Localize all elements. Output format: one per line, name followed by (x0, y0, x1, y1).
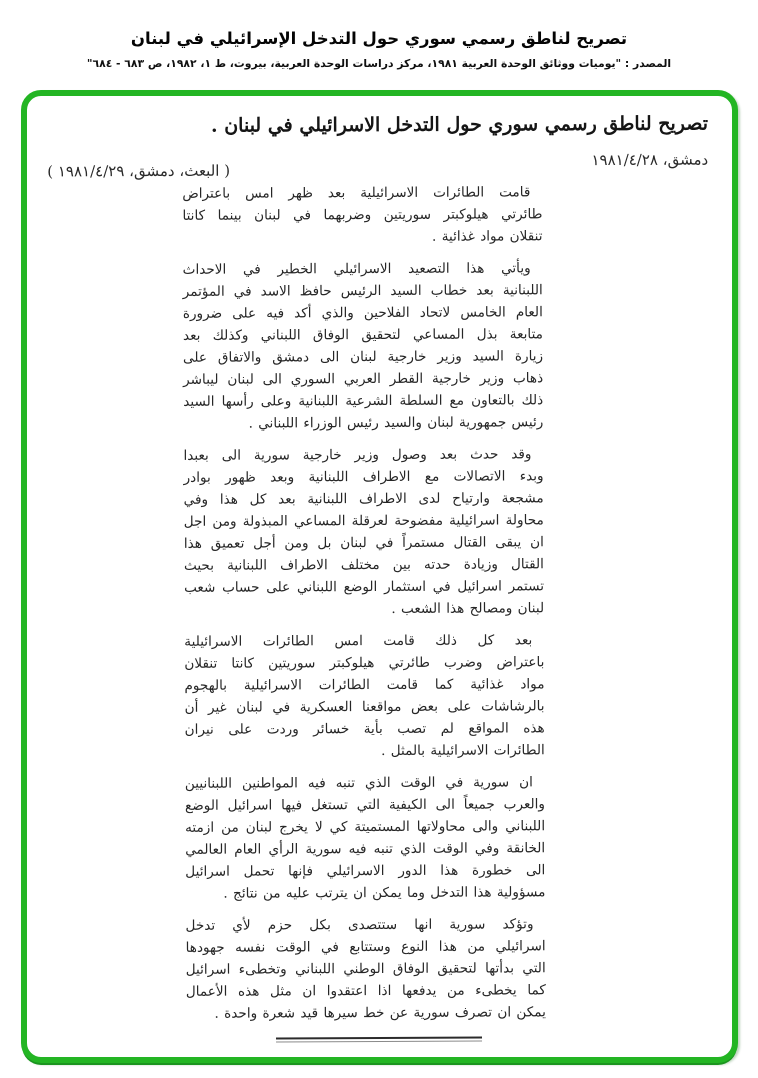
text-line: زيارة السيد وزير خارجية لبنان الى دمشق والاتفاق على (183, 348, 544, 366)
text-line: كما يخطىء من يدفعها اذا اعتقدوا ان مثل هذه الأعمال (185, 982, 546, 1000)
paragraph (183, 257, 544, 435)
text-line: اللبناني والى محاولاتها المستميتة كي لا يخرج لبنان من ازمته (185, 818, 546, 836)
text-line: ذهاب وزير خارجية القطر العربي السوري الى لبنان ليباشر (183, 370, 544, 388)
dateline-publication: ( البعث، دمشق، ١٩٨١/٤/٢٩ ) (47, 161, 231, 181)
page-header (0, 0, 758, 70)
text-line: ان يبقى القتال مستمراً في لبنان بل ومن أجل تعميق هذا (183, 534, 544, 552)
text-line: اسرائيلي من هذا النوع وستتابع في الوقت نفسه جهودها (185, 938, 546, 956)
text-line: ويأتي هذا التصعيد الاسرائيلي الخطير في الاحداث (182, 260, 531, 278)
paragraph (184, 629, 545, 763)
text-line: لبنان ومصالح هذا الشعب . (391, 600, 545, 617)
text-line: ان سورية في الوقت الذي تنبه فيه المواطنين اللبنانيين (184, 774, 533, 792)
end-divider (276, 1037, 482, 1043)
text-line: محاولة اسرائيلية مفضوحة لعرقلة المساعي المبذولة ومن اجل (183, 512, 544, 530)
text-line: يمكن ان تصرف سورية عن خط سيرها قيد شعرة واحدة . (214, 1004, 546, 1022)
text-line: متابعة بذل المساعي لتحقيق الوفاق اللبناني وكذلك بعد (182, 326, 543, 344)
text-line: العام الخامس لاتحاد الفلاحين والذي أكد فيه على ضرورة (182, 304, 543, 322)
text-line: وبدء الاتصالات مع الاطراف اللبنانية وبعد ظهور بوادر (183, 468, 544, 486)
text-line: بعد كل ذلك قامت امس الطائرات الاسرائيلية (184, 632, 533, 650)
text-line: ذلك بالتعاون مع السلطة الشرعية اللبنانية وعلى رأسها السيد (183, 392, 544, 410)
scanned-document (25, 94, 734, 1058)
document-title: تصريح لناطق رسمي سوري حول التدخل الاسرائيلي في لبنان . (210, 112, 709, 137)
text-line: رئيس جمهورية لبنان والسيد رئيس الوزراء اللبناني . (248, 414, 544, 432)
text-line: بالرشاشات على بعض مواقعنا العسكرية في لبنان غير أن (184, 698, 545, 716)
document-heading: تصريح لناطق رسمي سوري حول التدخل الإسرائيلي في لبنان (130, 29, 628, 48)
paragraph (183, 443, 544, 621)
text-line: طائرتي هيلوكبتر سوريتين وضربهما في لبنان بينما كانتا (182, 206, 543, 224)
text-line: والعرب جميعاً الى الكيفية التي تستغل فيها اسرائيل الوضع (184, 796, 546, 814)
paragraph (185, 771, 546, 905)
text-line: وقد حدث بعد وصول وزير خارجية سورية الى بعبدا (183, 446, 532, 464)
text-line: تنقلان مواد غذائية . (431, 228, 543, 245)
text-line: القتال وزيادة حدته بين مختلف الاطراف اللبنانية بحيث (183, 556, 544, 574)
document-body (182, 181, 546, 1025)
text-line: تستمر اسرائيل في استثمار الوضع اللبناني على حساب شعب (184, 578, 545, 596)
text-line: اللبنانية بعد خطاب السيد الرئيس حافظ الاسد في المؤتمر (182, 282, 543, 300)
text-line: مواد غذائية كما قامت الطائرات الاسرائيلية بالهجوم (184, 676, 545, 694)
text-line: هذه المواقع لم تصب بأية خسائر وردت على نيران (184, 720, 545, 738)
text-line: الخانقة وفي الوقت الذي تنبه فيه سورية الرأي العام العالمي (185, 840, 546, 858)
text-line: الطائرات الاسرائيلية بالمثل . (381, 742, 545, 759)
paragraph (185, 913, 545, 1025)
paragraph (182, 181, 542, 249)
text-line: مسؤولية هذا التدخل وما يمكن ان يترتب عليه من نتائج . (223, 884, 546, 902)
text-line: قامت الطائرات الاسرائيلية بعد ظهر امس باعتراض (182, 184, 531, 202)
text-line: مشجعة وارتياح لدى الاطراف اللبنانية بعد كل هذا وفي (183, 490, 544, 508)
document-frame (21, 90, 738, 1063)
dateline-place-date: دمشق، ١٩٨١/٤/٢٨ (591, 150, 709, 170)
text-line: التي بدأتها لتحقيق الوفاق الوطني اللبناني وتخطىء اسرائيل (185, 960, 546, 978)
dateline (41, 150, 709, 181)
text-line: باعتراض وضرب طائرتي هيلوكبتر سوريتين كانتا تنقلان (184, 654, 545, 672)
text-line: وتؤكد سورية انها ستتصدى بكل حزم لأي تدخل (185, 916, 534, 934)
source-citation: المصدر : "يوميات ووثائق الوحدة العربية ١٩٨١، مركز دراسات الوحدة العربية، بيروت، ط ١، ١٩٨٢، ص ٦٨٣ - ٦٨٤" (86, 57, 672, 70)
text-line: الى خطورة هذا الدور الاسرائيلي فإنها تحمل اسرائيل (185, 862, 546, 880)
